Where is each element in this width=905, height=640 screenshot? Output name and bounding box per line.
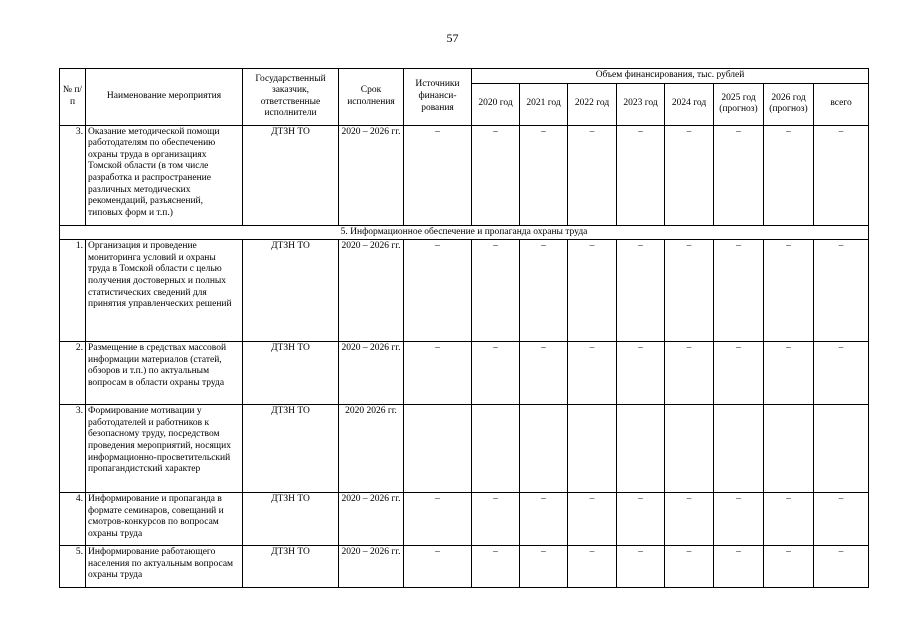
row-value: –: [472, 125, 520, 225]
row-value: –: [520, 493, 568, 546]
row-value: –: [472, 546, 520, 588]
row-value: –: [814, 342, 869, 405]
row-term: 2020 2026 гг.: [339, 405, 404, 493]
row-value: –: [617, 493, 665, 546]
row-value: –: [617, 240, 665, 342]
row-value: –: [764, 240, 814, 342]
row-term: 2020 – 2026 гг.: [339, 546, 404, 588]
row-customer: ДТЗН ТО: [243, 240, 339, 342]
section-title: 5. Информационное обеспечение и пропаганда охраны труда: [60, 225, 869, 240]
row-sources: [404, 405, 472, 493]
row-value: –: [568, 125, 617, 225]
row-term: 2020 – 2026 гг.: [339, 342, 404, 405]
row-name: Информирование и пропаганда в формате семинаров, совещаний и смотров-конкурсов по вопросам охраны труда: [86, 493, 243, 546]
row-value: [665, 405, 714, 493]
row-value: [568, 405, 617, 493]
row-value: –: [764, 493, 814, 546]
header-volume: Объем финансирования, тыс. рублей: [472, 69, 869, 84]
row-value: –: [617, 546, 665, 588]
section-row: [60, 225, 869, 240]
row-name: Формирование мотивации у работодателей и работников к безопасному труду, посредством проведения мероприятий, носящих информационно-просветительский пропагандистский характер: [86, 405, 243, 493]
table-row: [60, 493, 869, 546]
row-value: [472, 405, 520, 493]
row-term: 2020 – 2026 гг.: [339, 125, 404, 225]
row-customer: ДТЗН ТО: [243, 405, 339, 493]
row-sources: –: [404, 125, 472, 225]
row-customer: ДТЗН ТО: [243, 493, 339, 546]
row-value: –: [617, 342, 665, 405]
row-num: 1.: [60, 240, 86, 342]
row-value: –: [568, 493, 617, 546]
row-value: –: [665, 493, 714, 546]
row-value: –: [472, 493, 520, 546]
row-value: –: [714, 342, 764, 405]
table-row: [60, 240, 869, 342]
row-value: –: [764, 546, 814, 588]
row-value: –: [568, 546, 617, 588]
row-num: 4.: [60, 493, 86, 546]
row-sources: –: [404, 546, 472, 588]
header-term: Срок исполнения: [339, 69, 404, 126]
row-value: –: [520, 546, 568, 588]
row-value: –: [520, 125, 568, 225]
table-row: [60, 342, 869, 405]
header-year: 2026 год (прогноз): [764, 83, 814, 125]
header-year: 2025 год (прогноз): [714, 83, 764, 125]
row-value: –: [764, 342, 814, 405]
header-year: 2022 год: [568, 83, 617, 125]
row-value: –: [714, 240, 764, 342]
row-value: [814, 405, 869, 493]
row-value: –: [617, 125, 665, 225]
row-name: Информирование работающего населения по актуальным вопросам охраны труда: [86, 546, 243, 588]
row-value: –: [714, 493, 764, 546]
header-total: всего: [814, 83, 869, 125]
row-value: –: [520, 240, 568, 342]
header-num: № п/п: [60, 69, 86, 126]
row-value: –: [472, 342, 520, 405]
header-name: Наименование мероприятия: [86, 69, 243, 126]
header-year: 2024 год: [665, 83, 714, 125]
row-name: Оказание методической помощи работодателям по обеспечению охраны труда в организациях Томской области (в том числе разработка и распространение различных методических рекомендаций, разъяснений, типовых форм и т.п.): [86, 125, 243, 225]
row-value: –: [764, 125, 814, 225]
financing-table: [59, 68, 869, 588]
header-year: 2023 год: [617, 83, 665, 125]
row-sources: –: [404, 493, 472, 546]
row-value: –: [665, 125, 714, 225]
row-num: 5.: [60, 546, 86, 588]
table-row: [60, 405, 869, 493]
row-num: 3.: [60, 125, 86, 225]
row-value: –: [714, 546, 764, 588]
row-sources: –: [404, 342, 472, 405]
header-year: 2021 год: [520, 83, 568, 125]
row-value: –: [568, 240, 617, 342]
row-customer: ДТЗН ТО: [243, 546, 339, 588]
row-value: [617, 405, 665, 493]
row-num: 3.: [60, 405, 86, 493]
row-value: –: [665, 342, 714, 405]
row-value: –: [665, 546, 714, 588]
row-customer: ДТЗН ТО: [243, 342, 339, 405]
row-value: –: [814, 493, 869, 546]
row-num: 2.: [60, 342, 86, 405]
row-sources: –: [404, 240, 472, 342]
header-customer: Государственный заказчик, ответственные исполнители: [243, 69, 339, 126]
row-term: 2020 – 2026 гг.: [339, 493, 404, 546]
row-value: –: [472, 240, 520, 342]
row-name: Размещение в средствах массовой информации материалов (статей, обзоров и т.п.) по актуальным вопросам в области охраны труда: [86, 342, 243, 405]
row-name: Организация и проведение мониторинга условий и охраны труда в Томской области с целью получения достоверных и полных статистических сведений для принятия управленческих решений: [86, 240, 243, 342]
row-value: –: [814, 546, 869, 588]
page-number: 57: [446, 31, 459, 45]
row-term: 2020 – 2026 гг.: [339, 240, 404, 342]
row-value: [520, 405, 568, 493]
row-value: [764, 405, 814, 493]
row-customer: ДТЗН ТО: [243, 125, 339, 225]
row-value: –: [520, 342, 568, 405]
header-year: 2020 год: [472, 83, 520, 125]
row-value: –: [814, 240, 869, 342]
row-value: –: [568, 342, 617, 405]
row-value: –: [814, 125, 869, 225]
table-row: [60, 546, 869, 588]
row-value: [714, 405, 764, 493]
header-sources: Источники финанси-рования: [404, 69, 472, 126]
row-value: –: [714, 125, 764, 225]
row-value: –: [665, 240, 714, 342]
table-row: [60, 125, 869, 225]
